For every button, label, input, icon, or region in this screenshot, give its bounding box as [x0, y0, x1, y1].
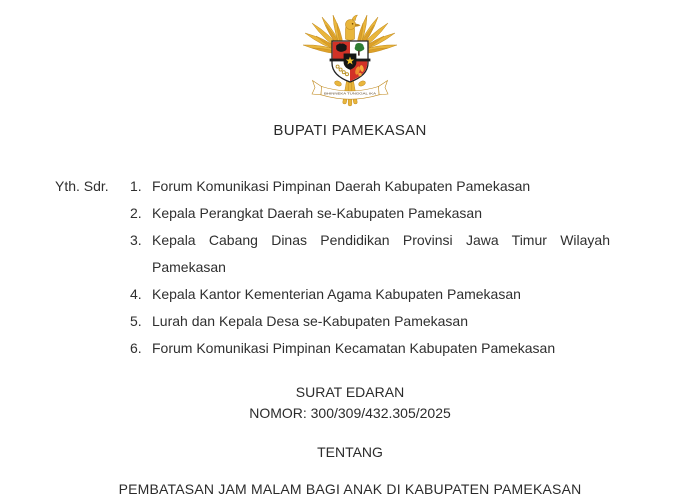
document-type-heading: SURAT EDARAN: [295, 384, 405, 400]
document-subject-title: PEMBATASAN JAM MALAM BAGI ANAK DI KABUPATEN PAMEKASAN: [118, 481, 582, 497]
recipient-item: [130, 335, 700, 362]
recipient-item: [130, 200, 700, 227]
recipient-item: [130, 281, 700, 308]
recipient-number: 4.: [130, 286, 142, 302]
recipient-number: 3.: [130, 232, 142, 248]
recipient-text: Forum Komunikasi Pimpinan Kecamatan Kabupaten Pamekasan: [152, 340, 556, 356]
recipient-text: Lurah dan Kepala Desa se-Kabupaten Pamekasan: [152, 313, 468, 329]
about-label: TENTANG: [317, 444, 383, 460]
recipient-item: [130, 227, 700, 281]
motto-text: BHINNEKA TUNGGAL IKA: [324, 91, 376, 96]
document-type-block: [0, 382, 700, 424]
recipient-item: [130, 173, 700, 200]
garuda-pancasila-icon: [300, 12, 400, 107]
garuda-pancasila-emblem: [300, 12, 400, 107]
pancasila-shield: [330, 41, 371, 82]
letterhead-title: BUPATI PAMEKASAN: [273, 122, 427, 139]
recipient-text: Kepala Cabang Dinas Pendidikan Provinsi Jawa Timur Wilayah Pamekasan: [152, 232, 610, 275]
recipient-text: Kepala Kantor Kementerian Agama Kabupaten Pamekasan: [152, 286, 521, 302]
document-number: NOMOR: 300/309/432.305/2025: [249, 405, 451, 421]
recipients-list: [130, 173, 700, 362]
recipients-label: Yth. Sdr.: [55, 178, 109, 194]
recipient-text: Kepala Perangkat Daerah se-Kabupaten Pamekasan: [152, 205, 482, 221]
recipient-number: 1.: [130, 178, 142, 194]
recipient-number: 2.: [130, 205, 142, 221]
recipient-item: [130, 308, 700, 335]
recipient-number: 5.: [130, 313, 142, 329]
recipient-text: Forum Komunikasi Pimpinan Daerah Kabupaten Pamekasan: [152, 178, 531, 194]
recipient-number: 6.: [130, 340, 142, 356]
recipients-block: [55, 173, 700, 362]
